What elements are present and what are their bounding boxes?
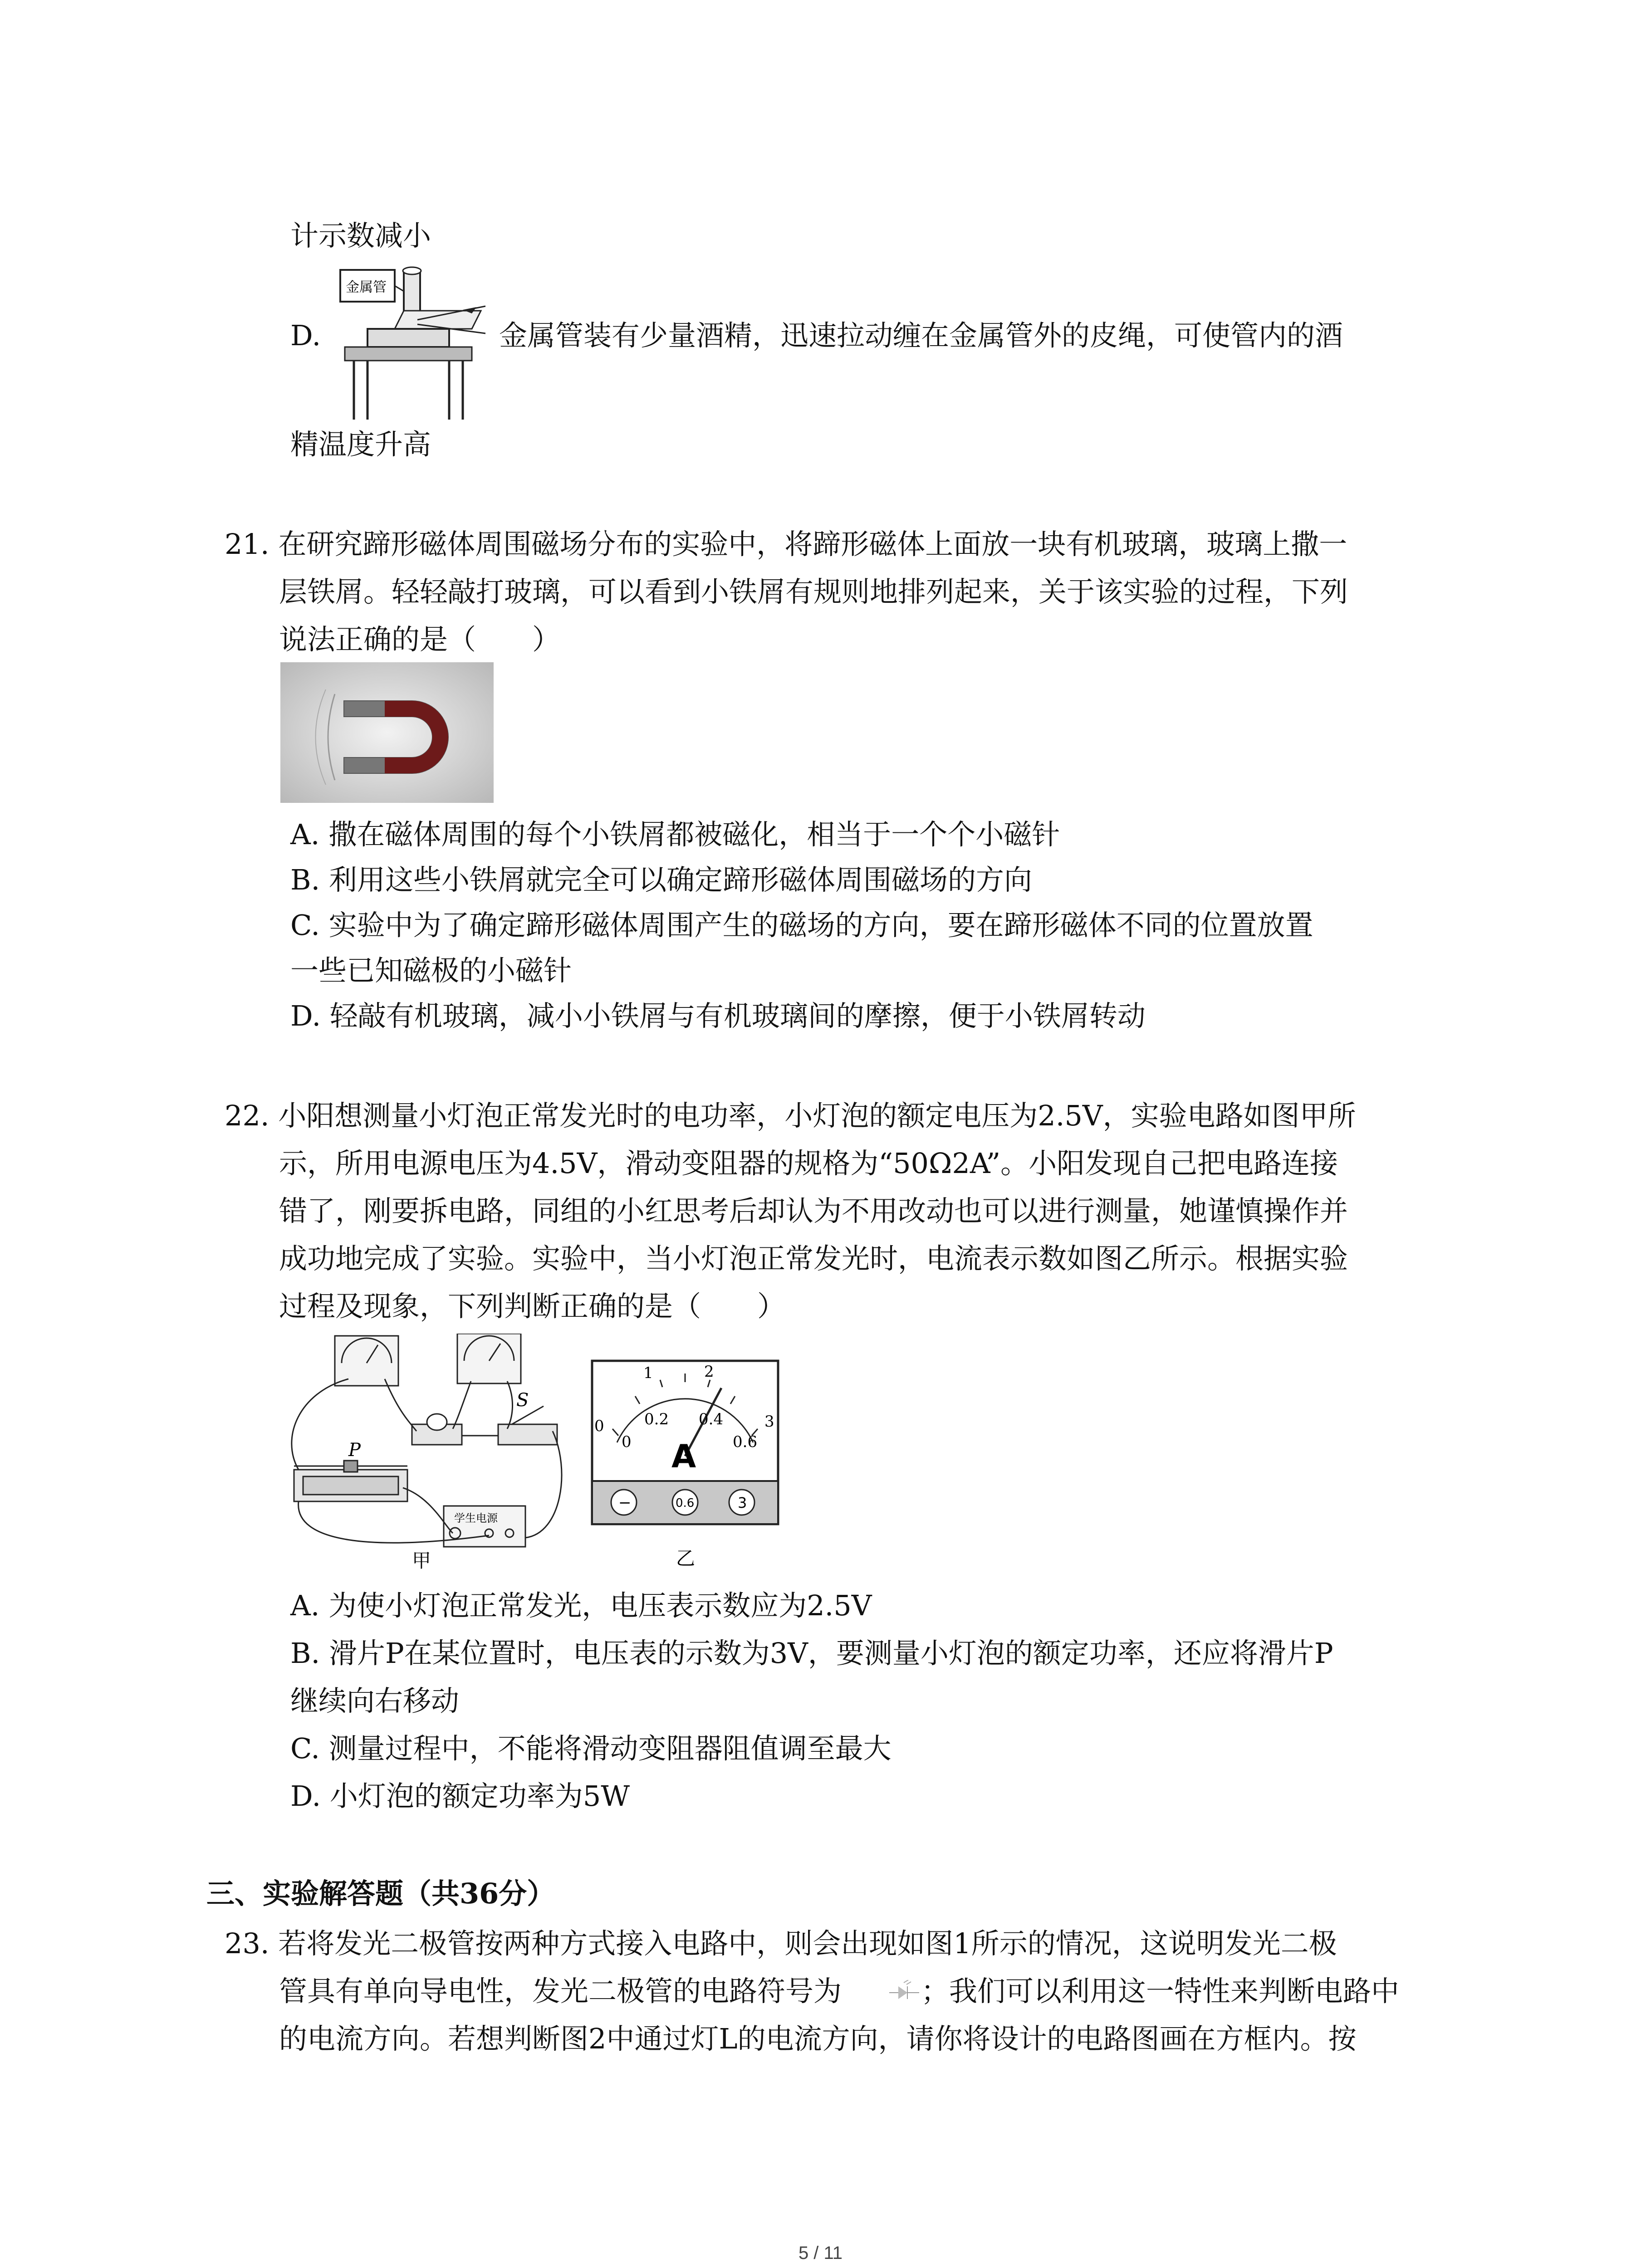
q22-stem-line2: 示，所用电源电压为4.5V，滑动变阻器的规格为“50Ω2A”。小阳发现自己把电路连接 (279, 1147, 1338, 1180)
ammeter-figure-yi (585, 1356, 785, 1569)
q21-stem-line1: 21. 在研究蹄形磁体周围磁场分布的实验中，将蹄形磁体上面放一块有机玻璃，玻璃上撒一 (225, 528, 1347, 561)
q21-option-c: C. 实验中为了确定蹄形磁体周围产生的磁场的方向，要在蹄形磁体不同的位置放置 (290, 909, 1313, 942)
q20-option-c-continuation: 计示数减小 (290, 219, 431, 252)
q23-stem-line1: 23. 若将发光二极管按两种方式接入电路中，则会出现如图1所示的情况，这说明发光二极 (225, 1927, 1337, 1960)
q23-stem-line2b: ；我们可以利用这一特性来判断电路中 (921, 1975, 1400, 2008)
q23-stem-line2a: 管具有单向导电性，发光二极管的电路符号为 (279, 1975, 842, 2008)
outer-tick-1: 1 (643, 1364, 653, 1382)
q22-stem-line5: 过程及现象，下列判断正确的是（ ） (279, 1290, 786, 1323)
switch-s-label: S (516, 1390, 529, 1411)
q20-option-d-label: D. (290, 319, 321, 352)
figure-yi-caption: 乙 (676, 1547, 696, 1569)
horseshoe-magnet-photo (280, 662, 494, 803)
q22-option-b: B. 滑片P在某位置时，电压表的示数为3V，要测量小灯泡的额定功率，还应将滑片P (290, 1637, 1333, 1670)
outer-tick-3: 3 (764, 1413, 774, 1431)
terminal-0-6: 0.6 (676, 1496, 695, 1510)
q22-option-b-continuation: 继续向右移动 (290, 1684, 460, 1717)
q21-stem-line3: 说法正确的是（ ） (279, 623, 561, 656)
led-symbol-icon (888, 1980, 920, 2003)
q21-stem-line2: 层铁屑。轻轻敲打玻璃，可以看到小铁屑有规则地排列起来，关于该实验的过程，下列 (279, 575, 1348, 608)
metal-tube-label: 金属管 (346, 279, 387, 295)
metal-tube-figure (327, 261, 490, 424)
ammeter-unit: A (671, 1438, 696, 1475)
q21-option-a: A. 撒在磁体周围的每个小铁屑都被磁化，相当于一个个小磁针 (290, 818, 1060, 851)
outer-tick-0: 0 (594, 1417, 604, 1435)
q21-option-b: B. 利用这些小铁屑就完全可以确定蹄形磁体周围磁场的方向 (290, 863, 1032, 896)
power-supply-label: 学生电源 (454, 1512, 498, 1525)
q22-option-a: A. 为使小灯泡正常发光，电压表示数应为2.5V (290, 1589, 872, 1622)
q22-option-c: C. 测量过程中，不能将滑动变阻器阻值调至最大 (290, 1732, 892, 1765)
terminal-negative: − (618, 1494, 632, 1512)
inner-tick-3: 0.6 (733, 1433, 758, 1451)
q21-option-c-continuation: 一些已知磁极的小磁针 (290, 954, 572, 987)
terminal-3: 3 (738, 1494, 747, 1511)
q23-stem-line3: 的电流方向。若想判断图2中通过灯L的电流方向，请你将设计的电路图画在方框内。按 (279, 2022, 1357, 2055)
outer-tick-2: 2 (704, 1363, 714, 1381)
inner-tick-0: 0 (622, 1433, 632, 1451)
slider-p-label: P (348, 1440, 361, 1461)
q20-option-d-continuation: 精温度升高 (290, 428, 431, 461)
q20-option-d-text: 金属管装有少量酒精，迅速拉动缠在金属管外的皮绳，可使管内的酒 (499, 319, 1343, 352)
q21-option-d: D. 轻敲有机玻璃，减小小铁屑与有机玻璃间的摩擦，便于小铁屑转动 (290, 999, 1146, 1032)
figure-jia-caption: 甲 (412, 1549, 431, 1569)
inner-tick-1: 0.2 (644, 1410, 669, 1428)
page-number: 5 / 11 (798, 2243, 843, 2263)
section-3-title: 三、实验解答题（共36分） (206, 1877, 555, 1910)
circuit-figure-jia (280, 1334, 571, 1569)
q22-stem-line4: 成功地完成了实验。实验中，当小灯泡正常发光时，电流表示数如图乙所示。根据实验 (279, 1242, 1348, 1275)
q22-option-d: D. 小灯泡的额定功率为5W (290, 1779, 630, 1813)
q22-stem-line1: 22. 小阳想测量小灯泡正常发光时的电功率，小灯泡的额定电压为2.5V，实验电路如图甲所 (225, 1099, 1356, 1132)
inner-tick-2: 0.4 (699, 1410, 724, 1428)
q22-stem-line3: 错了，刚要拆电路，同组的小红思考后却认为不用改动也可以进行测量，她谨慎操作并 (279, 1194, 1348, 1227)
